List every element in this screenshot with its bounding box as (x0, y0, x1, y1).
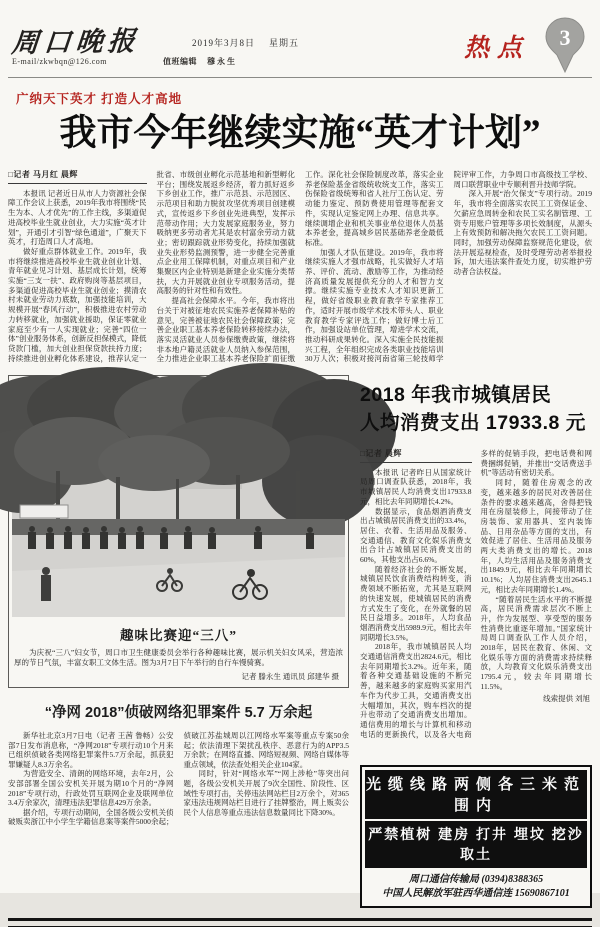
paragraph: 新华社北京3月7日电（记者 王茜 鲁畅）公安部7日发布消息称，“净网2018”专项行动10个月来已组织侦破各类网络犯罪案件5.7万余起，抓获犯罪嫌疑人8.3万余名。 (8, 731, 174, 769)
paragraph: 提高社会保障水平。今年，我市将出台关于对被征地农民实施养老保障补贴的意见，完善被征地农民社会保障政策；完善企业职工基本养老保险转移接续办法，落实灵活就业人员参保缴费政策，继续将非本地户籍灵活就业人员纳入参保范围，全力推进企业职工基本养老保险扩面征缴工作。深化社会保险制度改革，落实企业养老保险基金省级统收统支工作，落实工伤保险省级统筹和省人社厅工伤认定、劳动能力鉴定、预防费使用管理等配套文件，实现认定鉴定网上办理、信息共享。继续调增企业和机关事业单位退休人员基本养老金，提高城乡居民基础养老金最低标准。 (156, 170, 444, 364)
bottom-double-rule (8, 918, 592, 927)
notice-line-1: 光缆线路两侧各三米范围内 (365, 770, 587, 819)
paragraph: 本报讯 记者近日从市人力资源社会保障工作会议上获悉，2019年我市将围绕“民生为本、人才优先”的工作主线，多渠道促进高校毕业生就业创业，大力实施“英才计划”，开通引才引智“绿色通道”，广聚天下英才，打造周口人才高地。 (8, 188, 147, 247)
masthead (8, 0, 592, 78)
page-number: 3 (559, 25, 571, 50)
notice-contact-2: 中国人民解放军驻西华通信连 15690867101 (382, 888, 570, 899)
weekday-text: 星期五 (269, 38, 300, 48)
page-number-pin-icon (544, 16, 586, 74)
paragraph: 据介绍，专项行动期间，全国各级公安机关侦破贩卖浙江中小学生学籍信息案等案件5000余起；侦破江苏盐城周以江网络水军案等重点专案50余起；依法清理下架扰乱秩序、恶意行为的APP3.5万余款；在网络直播、网络短视频、网络自媒体等重点领域，依法查处相关企业104家。 (8, 731, 349, 827)
notice-contact-1: 周口通信传输局 (0394)8388365 (408, 874, 544, 885)
paragraph: 本报讯 记者昨日从国家统计局周口调查队获悉，2018年，我市城镇居民人均消费支出17933.8元，相比去年同期增长4.2%。 (360, 467, 472, 506)
lead-headline: 我市今年继续实施“英才计划” (59, 113, 541, 154)
left-column (8, 375, 349, 908)
police-article-body (8, 731, 349, 833)
photo-title: 趣味比赛迎“三八” (120, 628, 237, 643)
notice-line-2: 严禁植树 建房 打井 埋坟 挖沙 取土 (365, 821, 587, 868)
notice-contacts (365, 868, 587, 903)
paragraph: 数据显示，食品烟酒消费支出占城镇居民消费支出的33.4%，居住、衣着、生活用品及服务、交通通信、教育文化娱乐消费支出合计占城镇居民消费支出的60%，其他支出占6.6%。 (360, 506, 472, 565)
police-headline: “净网 2018”侦破网络犯罪案件 5.7 万余起 (44, 705, 313, 721)
paragraph: 随着经济社会的不断发展，城镇居民饮食消费结构转变，消费领域不断拓宽，尤其是互联网的快速发展，使城镇居民的消费方式发生了变化，在外就餐的居民日益增多。2018年，人均食品烟酒消费支出5989.9元，相比去年同期增长3.5%。 (360, 564, 472, 642)
paragraph: 为营造安全、清朗的网络环境，去年2月，公安部部署全国公安机关开展为期10个月的“净网2018”专项行动，行政处罚互联网企业及联网单位3.4万余家次，清理违法犯罪信息429万余条。 (8, 769, 174, 808)
lower-section (8, 375, 592, 908)
police-article (8, 701, 349, 833)
consumption-byline: □记者 晨辉 (360, 449, 472, 463)
section-title: 热点 (463, 35, 530, 62)
consumption-headline-line2: 人均消费支出 17933.8 元 (360, 412, 586, 434)
paragraph: 2018年，我市城镇居民人均交通通信消费支出2824.6元，相比去年同期增长3.2%。近年来，随着各种交通基础设施的不断完善，越来越多的家庭购买家用汽车作为代步工具，交通消费支出大幅增加，其次，购车档次的提升也带动了交通消费支出增加。通信费用的增长与计算机和移动电话的更新换代，以及各大电商多样的促销手段，把电话费和网费捆绑促销，并推出“交话费送手机”等活动有密切关系。 (360, 449, 592, 739)
masthead-rule (8, 77, 592, 78)
consumption-headline-line1: 2018 年我市城镇居民 (360, 384, 552, 406)
newspaper-logo: 周口晚报 (10, 25, 142, 59)
paragraph: 同时，针对“网络水军”“网上涉枪”等突出问题，各级公安机关开展了9次全国性、阶段性、区域性专项打击，关停违法网站栏目2万余个，对365家违法违规网站栏目进行了挂牌整治，网上贩卖公民个人信息等重点违法信息数量同比下降30%。 (183, 769, 349, 817)
paragraph: 加强人才队伍建设。2019年，我市将继续实施人才强市战略，扎实做好人才培养、评价、流动、激励等工作，为推动经济高质量发展提供充分的人才和智力支撑。继续实施专业技术人才知识更新工程，做好省级职业教育教学专家推荐工作，适时开展市级学术技术带头人、职业教育教学专家评选工作；做好博士后工作，加强设站单位管理，增进学术交流，推动科研成果转化。深入实施全民技能振兴工程，全年组织完成各类职业技能培训30万人次；积极对接河南省第三轮技师学院评审工作，力争周口市高级技工学校、周口联营职业中专顺利晋升技师学院。 (305, 170, 592, 364)
photo-story-box (8, 375, 349, 688)
photo-credit: 记者 滕永生 通讯员 邱建华 摄 (241, 672, 339, 681)
consumption-headline (360, 381, 592, 437)
right-column (360, 375, 592, 908)
consumption-paragraphs (360, 449, 592, 749)
masthead-date (178, 36, 299, 49)
duty-editor-label: 值班编辑 (162, 57, 197, 66)
lead-byline: □记者 马月红 晨辉 (8, 170, 147, 184)
paragraph: “随着居民生活水平的不断提高，居民消费需求层次不断上升，作为发展型、享受型的服务性消费比重逐年增加。”国家统计局周口调查队工作人员介绍，2018年，居民在教育、休闲、文化娱乐等方面的消费需求持续释放，人均教育文化娱乐消费支出1795.4元，较去年同期增长11.5%。 (480, 594, 592, 691)
date-text: 2019年3月8日 (192, 38, 256, 48)
duty-editor-name: 穆永生 (206, 57, 237, 66)
photo-caption: 为庆祝“三八”妇女节，周口市卫生健康委员会举行各种趣味比赛，展示机关妇女风采，营造浓厚的节日气氛，丰富女职工文体生活。图为3月7日下午举行的自行车慢骑赛。 (14, 648, 343, 667)
cycling-race-photo (12, 379, 345, 617)
paragraph: 同时，随着住房观念的改变，越来越多的居民对改善居住条件的要求越来越高，舍得把钱用在房屋装修上，间接带动了住房装饰、家用器具、室内装饰品、日用杂品等方面的支出，有效促进了居住、生活用品及服务两大类消费支出的增长。2018年，人均生活用品及服务消费支出1849.9元，相比去年同期增长10.1%；人均居住消费支出2645.1元，相比去年同期增长1.4%。 (480, 478, 592, 594)
masthead-subline (12, 56, 237, 67)
lead-article-body (8, 170, 592, 368)
notice-box (360, 765, 592, 908)
consumption-credit: 线索提供 刘旭 (543, 693, 590, 703)
paragraph: 深入开展“治欠保支”专项行动。2019年，我市将全面落实农民工工资保证金、欠薪应急周转金和农民工实名制管理、工资专用账户管理等多项长效制度，从源头上有效预防和解决拖欠农民工工资问题。同时，加强劳动保障监察规范化建设，依法开展巡视检查，及时受理劳动者举报投诉，加大违法案件查处力度，切实维护劳动者合法权益。 (453, 189, 592, 277)
lead-kicker: 广纳天下英才 打造人才高地 (16, 92, 183, 106)
lead-paragraphs (8, 170, 592, 368)
consumption-article-body (360, 449, 592, 749)
email-text: E-mail/zkwbqn@126.com (12, 57, 107, 66)
paragraph: 做好重点群体就业工作。2019年，我市将继续推进高校毕业生就业创业计划、青年就业见习计划、基层成长计划，统筹实施“三支一扶”、政府购岗等基层项目，多渠道促进高校毕业生就业创业；摸清农村未就业劳动力底数，加强技能培训，大规模开展“春风行动”，积极推进农村劳动力转移就业，加强就业援助，保证零就业家庭至少有一人实现就业；完善“四位一体”创业服务体系，创新反担保模式，降低贷款门槛，加大创业担保贷款扶持力度；持续推进创业孵化体系建设，推荐认定一批省、市级创业孵化示范基地和新型孵化平台；围绕发展返乡经济，着力抓好返乡下乡创业工作，推广示范县、示范园区、示范项目和助力脱贫攻坚优秀项目创建模式，宣传返乡下乡创业先进典型，发挥示范带动作用；大力发展家庭服务业，努力吸纳更多劳动者尤其是农村富余劳动力就业；密切跟踪就业形势变化，持续加强就业失业形势监测预警，进一步健全完善重点企业用工保障机制，对重点项目和产业集聚区内企业特别是新建企业实施分类帮扶，大力开展就业创业专项服务活动，提高服务的针对性和有效性。 (8, 170, 295, 363)
